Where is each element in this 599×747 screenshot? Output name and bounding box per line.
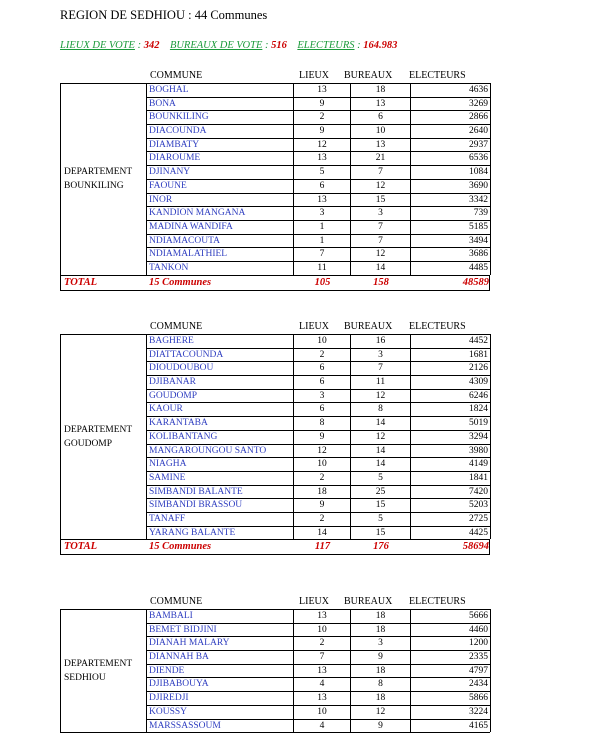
electeurs-cell: 4425: [411, 526, 491, 540]
department-label-line1: DEPARTEMENT: [64, 167, 133, 178]
total-row: [60, 276, 490, 291]
header-electeurs: ELECTEURS: [409, 321, 466, 332]
commune-name: DIAROUME: [147, 151, 294, 165]
lieux-cell: 9: [294, 124, 351, 138]
header-bureaux: BUREAUX: [344, 321, 393, 332]
electeurs-cell: 3980: [411, 444, 491, 458]
electeurs-cell: 3690: [411, 179, 491, 193]
bureaux-label: BUREAUX DE VOTE: [169, 40, 263, 51]
electeurs-cell: 3224: [411, 705, 491, 719]
bureaux-cell: 12: [351, 430, 411, 444]
header-commune: COMMUNE: [150, 596, 203, 607]
bureaux-cell: 9: [351, 650, 411, 664]
department-label: [61, 334, 147, 539]
bureaux-cell: 13: [351, 138, 411, 152]
header-commune: COMMUNE: [150, 321, 203, 332]
commune-name: SIMBANDI BRASSOU: [147, 498, 294, 512]
electeurs-cell: 4452: [411, 334, 491, 348]
header-lieux: LIEUX: [299, 321, 329, 332]
commune-name: NDIAMALATHIEL: [147, 247, 294, 261]
bureaux-cell: 14: [351, 261, 411, 275]
electeurs-cell: 4636: [411, 83, 491, 97]
lieux-cell: 13: [294, 609, 351, 623]
electeurs-cell: 3494: [411, 234, 491, 248]
lieux-cell: 2: [294, 636, 351, 650]
bureaux-cell: 5: [351, 471, 411, 485]
page-title: REGION DE SEDHIOU : 44 Communes: [60, 8, 268, 22]
electeurs-cell: 5203: [411, 498, 491, 512]
electeurs-cell: 5019: [411, 416, 491, 430]
commune-name: KOLIBANTANG: [147, 430, 294, 444]
lieux-cell: 10: [294, 623, 351, 637]
lieux-cell: 8: [294, 416, 351, 430]
department-table: [60, 596, 490, 733]
column-headers: [60, 596, 490, 609]
lieux-cell: 6: [294, 361, 351, 375]
commune-name: KARANTABA: [147, 416, 294, 430]
electeurs-cell: 4460: [411, 623, 491, 637]
department-label: [61, 83, 147, 275]
electeurs-cell: 2126: [411, 361, 491, 375]
commune-name: DIATTACOUNDA: [147, 348, 294, 362]
electeurs-cell: 739: [411, 206, 491, 220]
commune-name: INOR: [147, 193, 294, 207]
lieux-cell: 3: [294, 389, 351, 403]
bureaux-cell: 18: [351, 623, 411, 637]
electeurs-cell: 1681: [411, 348, 491, 362]
header-lieux: LIEUX: [299, 70, 329, 81]
lieux-cell: 2: [294, 512, 351, 526]
lieux-cell: 4: [294, 677, 351, 691]
commune-name: SAMINE: [147, 471, 294, 485]
bureaux-cell: 5: [351, 512, 411, 526]
total-row: [60, 540, 490, 555]
lieux-cell: 9: [294, 430, 351, 444]
commune-name: MARSSASSOUM: [147, 719, 294, 733]
lieux-label: LIEUX DE VOTE: [60, 40, 135, 51]
bureaux-cell: 15: [351, 193, 411, 207]
bureaux-cell: 10: [351, 124, 411, 138]
commune-name: SIMBANDI BALANTE: [147, 485, 294, 499]
bureaux-cell: 18: [351, 83, 411, 97]
header-bureaux: BUREAUX: [344, 596, 393, 607]
total-communes: 15 Communes: [149, 541, 212, 553]
department-name: GOUDOMP: [64, 439, 113, 450]
bureaux-cell: 8: [351, 402, 411, 416]
lieux-cell: 7: [294, 650, 351, 664]
lieux-cell: 9: [294, 97, 351, 111]
electeurs-cell: 1824: [411, 402, 491, 416]
bureaux-cell: 25: [351, 485, 411, 499]
total-lieux: 105: [314, 276, 331, 288]
lieux-cell: 14: [294, 526, 351, 540]
lieux-cell: 6: [294, 179, 351, 193]
electeurs-cell: 6246: [411, 389, 491, 403]
total-electeurs: 48589: [462, 276, 489, 288]
bureaux-cell: 3: [351, 206, 411, 220]
commune-name: DJIBANAR: [147, 375, 294, 389]
commune-name: BAGHERE: [147, 334, 294, 348]
bureaux-cell: 7: [351, 234, 411, 248]
separator: :: [134, 40, 144, 51]
department-name: SEDHIOU: [64, 673, 106, 684]
commune-name: DIENDE: [147, 664, 294, 678]
lieux-cell: 1: [294, 234, 351, 248]
electeurs-cell: 4485: [411, 261, 491, 275]
bureaux-cell: 8: [351, 677, 411, 691]
electeurs-cell: 3686: [411, 247, 491, 261]
lieux-cell: 10: [294, 457, 351, 471]
commune-name: GOUDOMP: [147, 389, 294, 403]
department-name: BOUNKILING: [64, 181, 124, 192]
electeurs-value: 164.983: [363, 40, 398, 51]
electeurs-cell: 4165: [411, 719, 491, 733]
total-bureaux: 176: [373, 541, 389, 553]
commune-name: BEMET BIDJINI: [147, 623, 294, 637]
bureaux-cell: 12: [351, 247, 411, 261]
bureaux-cell: 15: [351, 498, 411, 512]
lieux-cell: 12: [294, 444, 351, 458]
commune-name: MANGAROUNGOU SANTO: [147, 444, 294, 458]
total-electeurs: 58694: [462, 541, 489, 553]
lieux-cell: 6: [294, 402, 351, 416]
bureaux-cell: 3: [351, 348, 411, 362]
bureaux-cell: 18: [351, 664, 411, 678]
bureaux-cell: 7: [351, 361, 411, 375]
bureaux-cell: 13: [351, 97, 411, 111]
region-summary: [60, 40, 397, 51]
lieux-cell: 13: [294, 664, 351, 678]
lieux-cell: 2: [294, 471, 351, 485]
lieux-cell: 4: [294, 719, 351, 733]
bureaux-cell: 3: [351, 636, 411, 650]
commune-name: KOUSSY: [147, 705, 294, 719]
bureaux-cell: 18: [351, 609, 411, 623]
electeurs-cell: 2937: [411, 138, 491, 152]
bureaux-cell: 16: [351, 334, 411, 348]
electeurs-cell: 3294: [411, 430, 491, 444]
electeurs-cell: 2725: [411, 512, 491, 526]
column-headers: [60, 321, 490, 334]
bureaux-cell: 9: [351, 719, 411, 733]
electeurs-cell: 5185: [411, 220, 491, 234]
lieux-cell: 12: [294, 138, 351, 152]
commune-grid: [60, 83, 490, 276]
commune-name: NDIAMACOUTA: [147, 234, 294, 248]
electeurs-cell: 4149: [411, 457, 491, 471]
total-label: TOTAL: [64, 541, 98, 553]
bureaux-cell: 12: [351, 705, 411, 719]
commune-name: DIACOUNDA: [147, 124, 294, 138]
header-lieux: LIEUX: [299, 596, 329, 607]
bureaux-value: 516: [271, 40, 287, 51]
separator: :: [354, 40, 364, 51]
electeurs-cell: 2434: [411, 677, 491, 691]
electeurs-cell: 2866: [411, 110, 491, 124]
commune-name: MADINA WANDIFA: [147, 220, 294, 234]
electeurs-cell: 5866: [411, 691, 491, 705]
commune-name: DIAMBATY: [147, 138, 294, 152]
total-label: TOTAL: [64, 276, 98, 288]
department-table: [60, 70, 490, 291]
commune-name: DIANNAH BA: [147, 650, 294, 664]
lieux-cell: 7: [294, 247, 351, 261]
commune-name: KANDION MANGANA: [147, 206, 294, 220]
commune-name: DJINANY: [147, 165, 294, 179]
commune-name: BOUNKILING: [147, 110, 294, 124]
electeurs-cell: 2335: [411, 650, 491, 664]
electeurs-cell: 7420: [411, 485, 491, 499]
lieux-cell: 13: [294, 193, 351, 207]
electeurs-cell: 4797: [411, 664, 491, 678]
commune-name: DJIREDJI: [147, 691, 294, 705]
bureaux-cell: 14: [351, 444, 411, 458]
bureaux-cell: 21: [351, 151, 411, 165]
department-label-line1: DEPARTEMENT: [64, 659, 133, 670]
commune-name: DIANAH MALARY: [147, 636, 294, 650]
bureaux-cell: 15: [351, 526, 411, 540]
lieux-cell: 10: [294, 705, 351, 719]
header-commune: COMMUNE: [150, 70, 203, 81]
electeurs-cell: 3269: [411, 97, 491, 111]
lieux-value: 342: [143, 40, 160, 51]
commune-name: FAOUNE: [147, 179, 294, 193]
header-electeurs: ELECTEURS: [409, 70, 466, 81]
header-bureaux: BUREAUX: [344, 70, 393, 81]
commune-name: BOGHAL: [147, 83, 294, 97]
lieux-cell: 3: [294, 206, 351, 220]
lieux-cell: 18: [294, 485, 351, 499]
electeurs-cell: 2640: [411, 124, 491, 138]
lieux-cell: 2: [294, 110, 351, 124]
lieux-cell: 13: [294, 151, 351, 165]
electeurs-cell: 1841: [411, 471, 491, 485]
commune-grid: [60, 334, 490, 540]
electeurs-cell: 1084: [411, 165, 491, 179]
lieux-cell: 6: [294, 375, 351, 389]
header-electeurs: ELECTEURS: [409, 596, 466, 607]
commune-name: TANAFF: [147, 512, 294, 526]
electeurs-cell: 4309: [411, 375, 491, 389]
lieux-cell: 9: [294, 498, 351, 512]
lieux-cell: 11: [294, 261, 351, 275]
bureaux-cell: 7: [351, 220, 411, 234]
bureaux-cell: 14: [351, 416, 411, 430]
electeurs-label: ELECTEURS: [297, 40, 355, 51]
commune-name: BONA: [147, 97, 294, 111]
department-label: [61, 609, 147, 732]
bureaux-cell: 12: [351, 179, 411, 193]
lieux-cell: 13: [294, 83, 351, 97]
lieux-cell: 2: [294, 348, 351, 362]
lieux-cell: 1: [294, 220, 351, 234]
lieux-cell: 10: [294, 334, 351, 348]
commune-name: KAOUR: [147, 402, 294, 416]
electeurs-cell: 6536: [411, 151, 491, 165]
total-lieux: 117: [314, 541, 331, 553]
commune-name: BAMBALI: [147, 609, 294, 623]
bureaux-cell: 12: [351, 389, 411, 403]
bureaux-cell: 6: [351, 110, 411, 124]
bureaux-cell: 11: [351, 375, 411, 389]
column-headers: [60, 70, 490, 83]
bureaux-cell: 18: [351, 691, 411, 705]
commune-name: TANKON: [147, 261, 294, 275]
electeurs-cell: 1200: [411, 636, 491, 650]
electeurs-cell: 3342: [411, 193, 491, 207]
commune-name: NIAGHA: [147, 457, 294, 471]
total-communes: 15 Communes: [149, 276, 212, 288]
commune-name: YARANG BALANTE: [147, 526, 294, 540]
electeurs-cell: 5666: [411, 609, 491, 623]
bureaux-cell: 14: [351, 457, 411, 471]
separator: :: [262, 40, 272, 51]
bureaux-cell: 7: [351, 165, 411, 179]
lieux-cell: 13: [294, 691, 351, 705]
total-bureaux: 158: [373, 276, 389, 288]
department-table: [60, 321, 490, 555]
commune-grid: [60, 609, 490, 733]
department-label-line1: DEPARTEMENT: [64, 425, 133, 436]
commune-name: DJIBABOUYA: [147, 677, 294, 691]
lieux-cell: 5: [294, 165, 351, 179]
commune-name: DIOUDOUBOU: [147, 361, 294, 375]
